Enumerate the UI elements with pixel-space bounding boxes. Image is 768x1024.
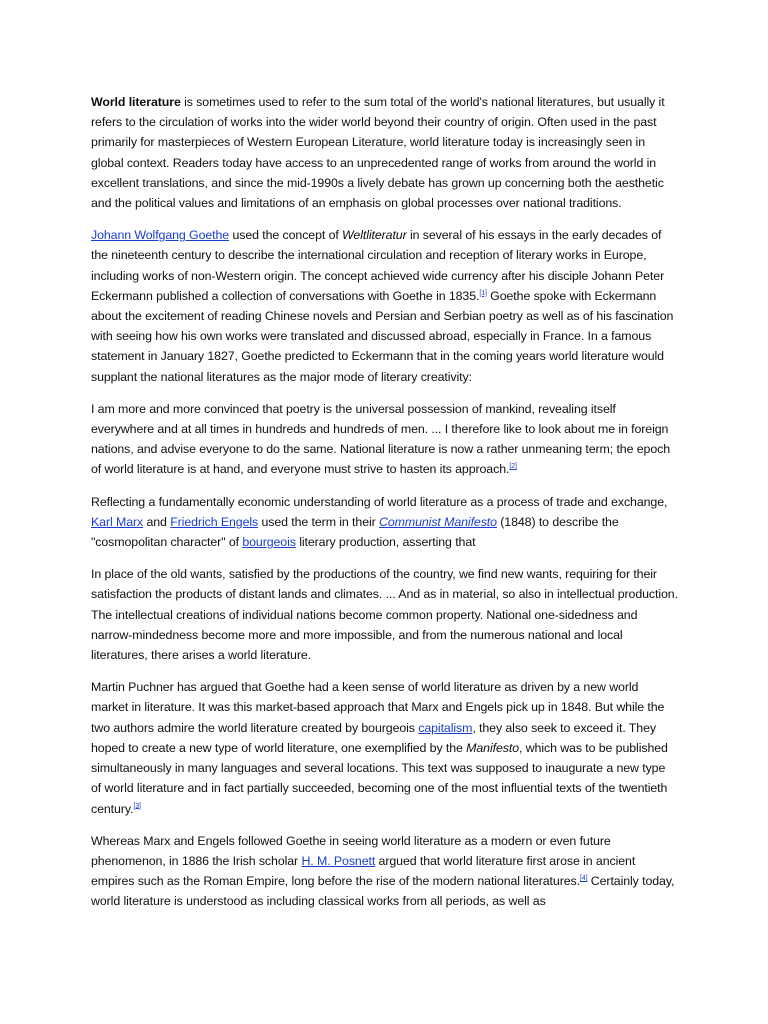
- paragraph-goethe-quote: [91, 399, 678, 480]
- footnote-ref-2: [509, 463, 516, 470]
- paragraph-text: Certainly today, world literature is understood as including classical works from all periods, as well as: [91, 874, 675, 909]
- footnote-link-3[interactable]: [3]: [133, 802, 141, 810]
- paragraph-text: (1848) to describe the "cosmopolitan character" of: [91, 514, 619, 550]
- paragraph-text: used the concept of: [229, 228, 343, 243]
- paragraph-puchner: [91, 677, 678, 818]
- italic-term-manifesto: Manifesto: [466, 740, 519, 755]
- paragraph-text: is sometimes used to refer to the sum total of the world's national literatures, but usually it refers to the circulation of works into the wider world beyond their country of origin. Often used in the past primarily for masterpieces of Western European Literature, world literature today is increasingly seen in global context. Readers today have access to an unprecedented range of works from around the world in excellent translations, and since the mid-1990s a lively debate has grown up concerning both the aesthetic and the political values and limitations of an emphasis on global processes over national traditions.: [91, 95, 665, 211]
- paragraph-text: Reflecting a fundamentally economic understanding of world literature as a process of trade and exchange,: [91, 494, 668, 509]
- paragraph-manifesto-quote: [91, 564, 678, 665]
- paragraph-text: Whereas Marx and Engels followed Goethe in seeing world literature as a modern or even future phenomenon, in 1886 the Irish scholar: [91, 833, 611, 868]
- paragraph-marx-engels: [91, 492, 678, 553]
- paragraph-text: Martin Puchner has argued that Goethe had a keen sense of world literature as driven by a new world market in literature. It was this market-based approach that Marx and Engels pick up in 1848. But while the two authors admire the world literature created by bourgeois: [91, 680, 665, 735]
- footnote-ref-1: [479, 290, 486, 297]
- paragraph-text: Goethe spoke with Eckermann about the excitement of reading Chinese novels and Persian and Serbian poetry as well as of his fascination with seeing how his own works were translated and discussed abroad, especially in France. In a famous statement in January 1827, Goethe predicted to Eckermann that in the coming years world literature would supplant the national literatures as the major mode of literary creativity:: [91, 288, 674, 384]
- link-communist-manifesto-text: Communist Manifesto: [379, 514, 497, 529]
- paragraph-text: , they also seek to exceed it. They hoped to create a new type of world literature, one exemplified by the: [91, 720, 656, 755]
- link-karl-marx[interactable]: Karl Marx: [91, 514, 144, 529]
- paragraph-text: argued that world literature first arose in ancient empires such as the Roman Empire, long before the rise of the modern national literatures.: [91, 853, 636, 889]
- paragraph-text: and: [143, 514, 171, 529]
- quote-text: In place of the old wants, satisfied by the productions of the country, we find new wants, requiring for their satisfaction the products of distant lands and climates. ... And as in material, so also in intellectual production. The intellectual creations of individual nations become common property. National one-sidedness and narrow-mindedness become more and more impossible, and from the numerous national and local literatures, there arises a world literature.: [91, 567, 678, 663]
- paragraph-text: used the term in their: [258, 514, 380, 529]
- footnote-link-4[interactable]: [4]: [579, 874, 588, 882]
- link-friedrich-engels[interactable]: Friedrich Engels: [170, 514, 259, 529]
- footnote-link-2[interactable]: [2]: [509, 463, 517, 471]
- quote-text: I am more and more convinced that poetry is the universal possession of mankind, revealing itself everywhere and at all times in hundreds and hundreds of men. ... I therefore like to look about me in foreign nations, and advise everyone to do the same. National literature is now a rather unmeaning term; the epoch of world literature is at hand, and everyone must strive to hasten its approach.: [91, 401, 670, 477]
- paragraph-intro: [91, 92, 678, 213]
- italic-term-weltliteratur: Weltliteratur: [342, 228, 407, 243]
- paragraph-text: , which was to be published simultaneously in many languages and several locations. This text was supposed to inaugurate a new type of world literature and in fact partially succeeded, becoming one of the most influential texts of the twentieth century.: [91, 740, 668, 816]
- link-bourgeois[interactable]: bourgeois: [242, 535, 296, 550]
- bold-term-world-literature: World literature: [91, 95, 181, 109]
- paragraph-text: in several of his essays in the early decades of the nineteenth century to describe the international circulation and reception of literary works in Europe, including works of non-Western origin. The concept achieved wide currency after his disciple Johann Peter Eckermann published a collection of conversations with Goethe in 1835.: [91, 228, 665, 303]
- paragraph-text: literary production, asserting that: [295, 535, 476, 550]
- link-goethe[interactable]: Johann Wolfgang Goethe: [91, 228, 230, 243]
- link-communist-manifesto[interactable]: [379, 515, 497, 529]
- link-capitalism[interactable]: capitalism: [418, 720, 473, 735]
- footnote-ref-3: [133, 802, 140, 809]
- paragraph-posnett: [91, 831, 678, 912]
- paragraph-goethe: [91, 225, 678, 387]
- footnote-link-1[interactable]: [1]: [479, 289, 487, 297]
- document-body: [91, 92, 678, 924]
- link-hm-posnett[interactable]: H. M. Posnett: [301, 853, 376, 868]
